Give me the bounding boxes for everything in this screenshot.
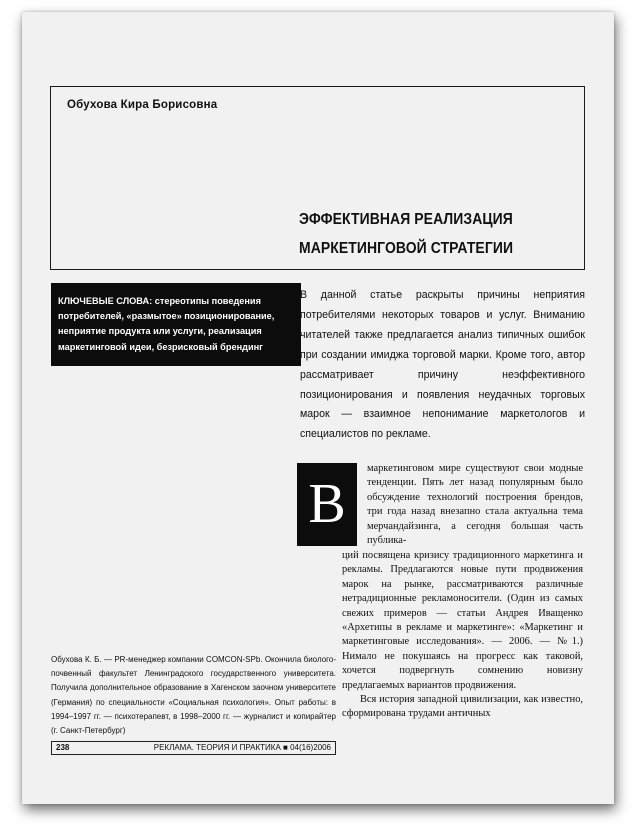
page-number: 238 xyxy=(56,743,70,752)
author-bio: Обухова К. Б. — PR-менеджер компании COMCON-SPb. Окончила биолого-почвенный факультет Ленинградского государственного университета. Получила дополнительное образование в Хагенском заочном университете (Германия) по специальности «Социальная психология». Опыт работы: в 1994–1997 гг. — психотерапевт, в 1998–2000 гг. — журналист и копирайтер (г. Санкт-Петербург) xyxy=(51,655,336,736)
title-line-1: ЭФФЕКТИВНАЯ РЕАЛИЗАЦИЯ xyxy=(299,211,513,228)
body-paragraph-2: Вся история западной цивилизации, как известно, сформирована трудами античных xyxy=(342,694,583,720)
body-paragraph-1-start: маркетинговом мире существуют свои модные тенденции. Пять лет назад популярным было обсуждение технологий построения брендов, три года назад внезапно стала актуальна тема мерчандайзинга, а сегодня большая часть публика- xyxy=(367,463,583,547)
article-header xyxy=(50,86,585,270)
drop-cap: В xyxy=(297,463,357,546)
body-paragraph-1-end: ций посвящена кризису традиционного маркетинга и рекламы. Предлагаются новые пути продвижения марок на рынке, рассматриваются различные нетрадиционные рекламоносители. (Один из самых свежих примеров — статьи Андрея Иващенко «Архетипы в рекламе и маркетинге»: «Маркетинг и маркетинговые исследования». — 2006. — №1.) Нимало не покушаясь на прогресс как таковой, хочется подвергнуть сомнению новизну предлагаемых вариантов продвижения. xyxy=(342,550,583,691)
journal-page xyxy=(22,12,614,804)
body-text-column xyxy=(342,549,583,722)
title-line-2: МАРКЕТИНГОВОЙ СТРАТЕГИИ xyxy=(299,240,514,257)
page-footer xyxy=(51,741,336,755)
abstract-text: В данной статье раскрыты причины неприятия потребителями некоторых товаров и услуг. Вниманию читателей также предлагается анализ типичных ошибок при создании имиджа торговой марки. Кроме того, автор рассматривает причину неэффективного позиционирования и появления неудачных торговых марок — взаимное непонимание маркетологов и специалистов по рекламе. xyxy=(300,289,585,441)
keywords-box xyxy=(51,283,301,366)
keywords-text: КЛЮЧЕВЫЕ СЛОВА: стереотипы поведения потребителей, «размытое» позиционирование, неприятие продукта или услуги, реализация маркетинговой идеи, безрисковый брендинг xyxy=(58,296,275,352)
journal-name: РЕКЛАМА. ТЕОРИЯ И ПРАКТИКА ■ 04(16)2006 xyxy=(153,743,331,752)
author-name: Обухова Кира Борисовна xyxy=(67,99,218,111)
article-title xyxy=(299,205,551,263)
